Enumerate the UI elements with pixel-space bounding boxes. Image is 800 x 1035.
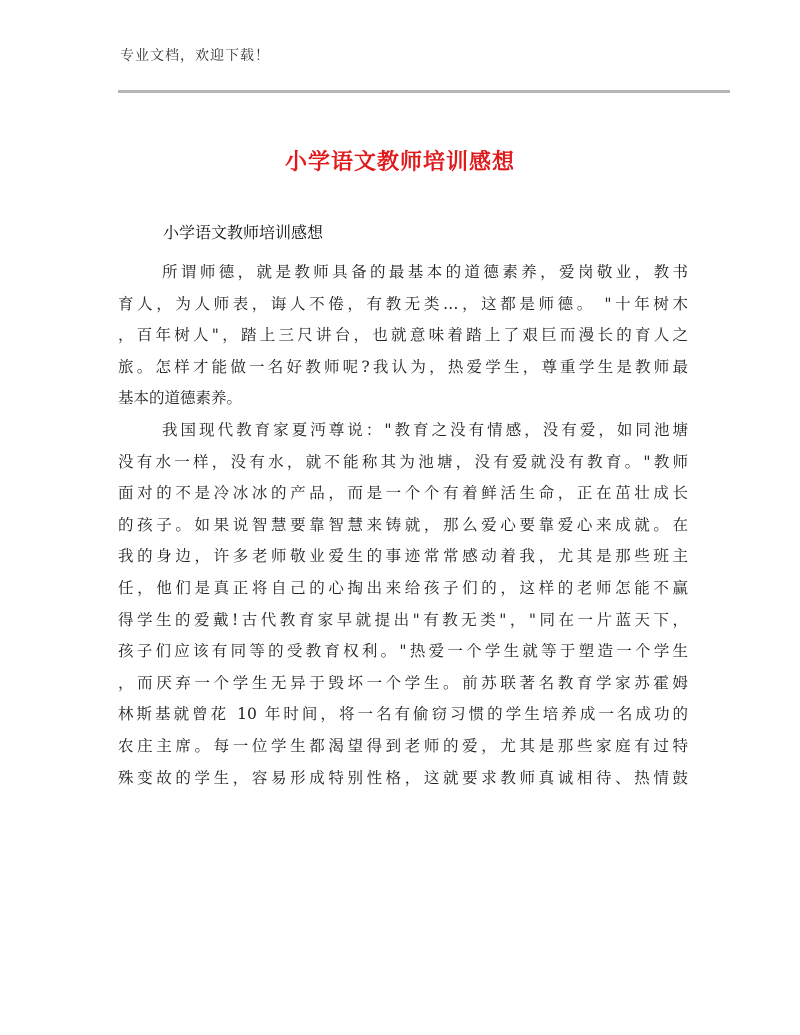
body-line: 得学生的爱戴!古代教育家早就提出"有教无类"，"同在一片蓝天下， <box>118 610 688 629</box>
body-line: 旅。怎样才能做一名好教师呢?我认为，热爱学生，尊重学生是教师最 <box>118 357 688 376</box>
body-line: 我国现代教育家夏沔尊说："教育之没有情感，没有爱，如同池塘 <box>162 420 688 439</box>
page-header-text: 专业文档，欢迎下载！ <box>120 48 270 64</box>
body-line: 我的身边，许多老师敬业爱生的事迹常常感动着我，尤其是那些班主 <box>118 547 688 566</box>
body-line: 所谓师德，就是教师具备的最基本的道德素养，爱岗敬业，教书 <box>162 263 688 281</box>
header-divider <box>118 90 730 93</box>
body-line: 孩子们应该有同等的受教育权利。"热爱一个学生就等于塑造一个学生 <box>118 642 688 661</box>
body-line: 基本的道德素养。 <box>118 389 243 408</box>
document-subtitle: 小学语文教师培训感想 <box>163 223 324 242</box>
body-line: 林斯基就曾花 10 年时间，将一名有偷窃习惯的学生培养成一名成功的 <box>118 705 688 724</box>
body-line: 农庄主席。每一位学生都渴望得到老师的爱，尤其是那些家庭有过特 <box>118 736 688 755</box>
body-line: 任，他们是真正将自己的心掏出来给孩子们的，这样的老师怎能不赢 <box>118 578 688 597</box>
body-line: 面对的不是冷冰冰的产品，而是一个个有着鲜活生命，正在茁壮成长 <box>118 484 688 503</box>
body-line: ，百年树人"，踏上三尺讲台，也就意味着踏上了艰巨而漫长的育人之 <box>118 326 688 345</box>
document-body <box>118 257 688 794</box>
body-line: 没有水一样，没有水，就不能称其为池塘，没有爱就没有教育。"教师 <box>118 452 688 471</box>
body-line: ，而厌弃一个学生无异于毁坏一个学生。前苏联著名教育学家苏霍姆 <box>118 673 688 692</box>
body-line: 殊变故的学生，容易形成特别性格，这就要求教师真诚相待、热情鼓 <box>118 768 688 787</box>
document-title: 小学语文教师培训感想 <box>284 150 515 175</box>
body-line: 的孩子。如果说智慧要靠智慧来铸就，那么爱心要靠爱心来成就。在 <box>118 515 688 534</box>
body-line: 育人，为人师表，诲人不倦，有教无类…，这都是师德。 "十年树木 <box>118 294 688 313</box>
